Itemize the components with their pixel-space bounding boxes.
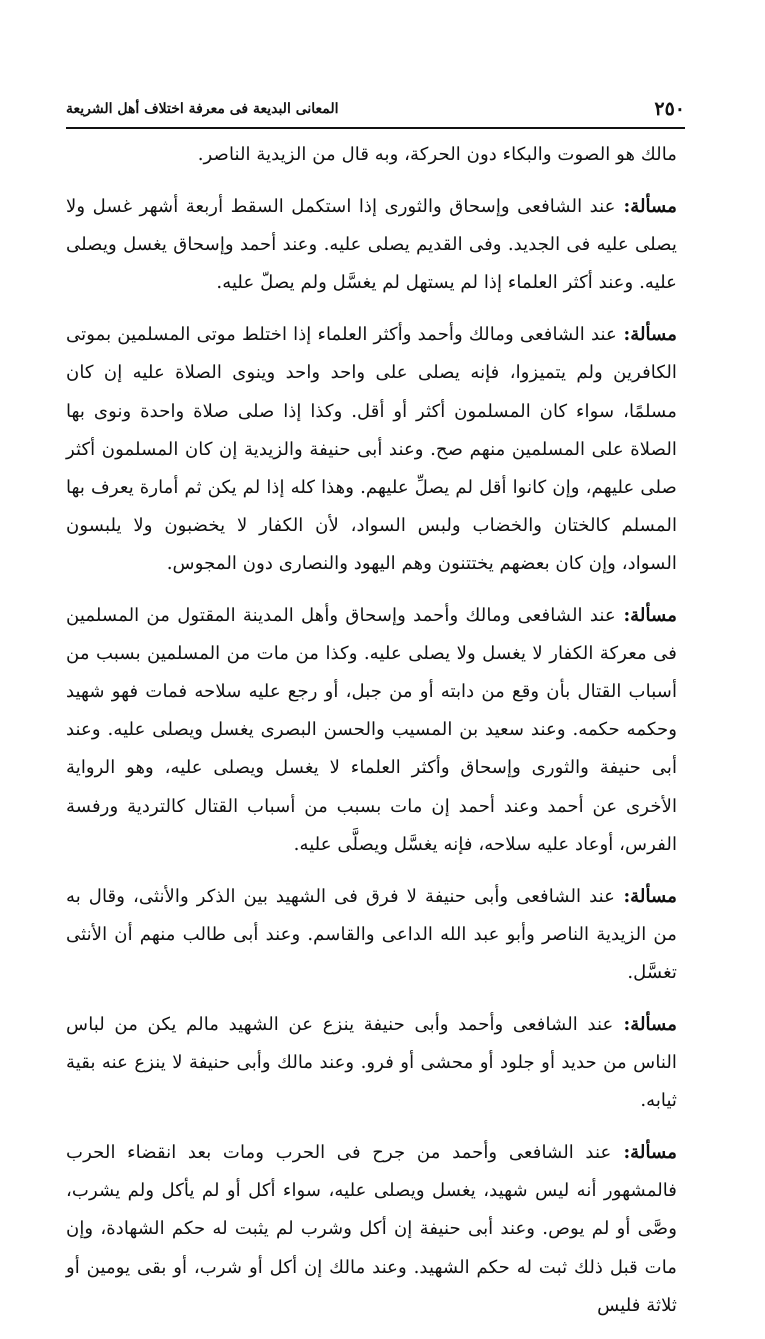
paragraph	[66, 1134, 677, 1324]
paragraph-lead: مسألة:	[614, 885, 677, 907]
paragraph	[66, 188, 677, 302]
paragraph-lead: مسألة:	[611, 1142, 677, 1164]
paragraph-lead: مسألة:	[613, 1013, 677, 1035]
paragraph	[66, 316, 677, 583]
header-rule	[66, 127, 685, 129]
paragraph	[66, 136, 677, 174]
paragraph	[66, 878, 677, 992]
paragraph-text: مالك هو الصوت والبكاء دون الحركة، وبه قال من الزيدية الناصر.	[197, 144, 677, 165]
paragraph-text: عند الشافعى وإسحاق والثورى إذا استكمل السقط أربعة أشهر غسل ولا يصلى عليه فى الجديد. وفى القديم يصلى عليه. وعند أحمد وإسحاق يغسل ويصلى عليه. وعند أكثر العلماء إذا لم يستهل لم يغسَّل ولم يصلّ عليه.	[66, 196, 677, 294]
paragraph-text: عند الشافعى وأحمد وأبى حنيفة ينزع عن الشهيد مالم يكن من لباس الناس من حديد أو جلود أو محشى أو فرو. وعند مالك وأبى حنيفة لا ينزع عنه بقية ثيابه.	[66, 1013, 677, 1112]
body-text	[66, 136, 677, 1339]
paragraph-lead: مسألة:	[615, 605, 677, 627]
paragraph-lead: مسألة:	[615, 196, 677, 218]
running-header	[66, 94, 685, 124]
paragraph-text: عند الشافعى وأحمد من جرح فى الحرب ومات بعد انقضاء الحرب فالمشهور أنه ليس شهيد، يغسل ويصلى عليه، سواء أكل أو لم يأكل ولم يشرب، وصَّى أو لم يوص. وعند أبى حنيفة إن أكل وشرب لم يثبت له حكم الشهادة، وإن مات قبل ذلك ثبت له حكم الشهيد. وعند مالك إن أكل أو شرب، أو بقى يومين أو ثلاثة فليس	[66, 1142, 677, 1316]
paragraph	[66, 597, 677, 864]
paragraph-text: عند الشافعى وأبى حنيفة لا فرق فى الشهيد بين الذكر والأنثى، وقال به من الزيدية الناصر وأبو عبد الله الداعى والقاسم. وعند أبى طالب منهم أن الأنثى تغسَّل.	[66, 885, 677, 983]
page-number: ٢٥٠	[654, 98, 685, 120]
paragraph-lead: مسألة:	[616, 324, 677, 346]
header-title: المعانى البديعة فى معرفة اختلاف أهل الشريعة	[66, 101, 339, 117]
paragraph	[66, 1006, 677, 1120]
paragraph-text: عند الشافعى ومالك وأحمد وأكثر العلماء إذا اختلط موتى المسلمين بموتى الكافرين ولم يتميزوا، فإنه يصلى على واحد واحد وينوى الصلاة عليه إن كان مسلمًا، سواء كان المسلمون أكثر أو أقل. وكذا إذا صلى صلاة واحدة ونوى بها الصلاة على المسلمين منهم صح. وعند أبى حنيفة والزيدية إن كان المسلمون أكثر صلى عليهم، وإن كانوا أقل لم يصلِّ عليهم. وهذا كله إذا لم يكن ثم أمارة يعرف بها المسلم كالختان والخضاب ولبس السواد، لأن الكفار لا يخضبون ولا يلبسون السواد، وإن كان بعضهم يختتنون وهم اليهود والنصارى دون المجوس.	[66, 324, 677, 574]
paragraph-text: عند الشافعى ومالك وأحمد وإسحاق وأهل المدينة المقتول من المسلمين فى معركة الكفار لا يغسل ولا يصلى عليه. وكذا من مات من المسلمين بسبب من أسباب القتال بأن وقع من دابته أو من جبل، أو رجع عليه سلاحه فمات فهو شهيد وحكمه حكمه. وعند سعيد بن المسيب والحسن البصرى يغسل ويصلى عليه. وعند أبى حنيفة والثورى وإسحاق وأكثر العلماء لا يغسل ويصلى عليه، وهو الرواية الأخرى عن أحمد وعند أحمد إن مات بسبب من أسباب القتال كالتردية ورفسة الفرس، أوعاد عليه سلاحه، فإنه يغسَّل ويصلَّى عليه.	[66, 605, 677, 855]
